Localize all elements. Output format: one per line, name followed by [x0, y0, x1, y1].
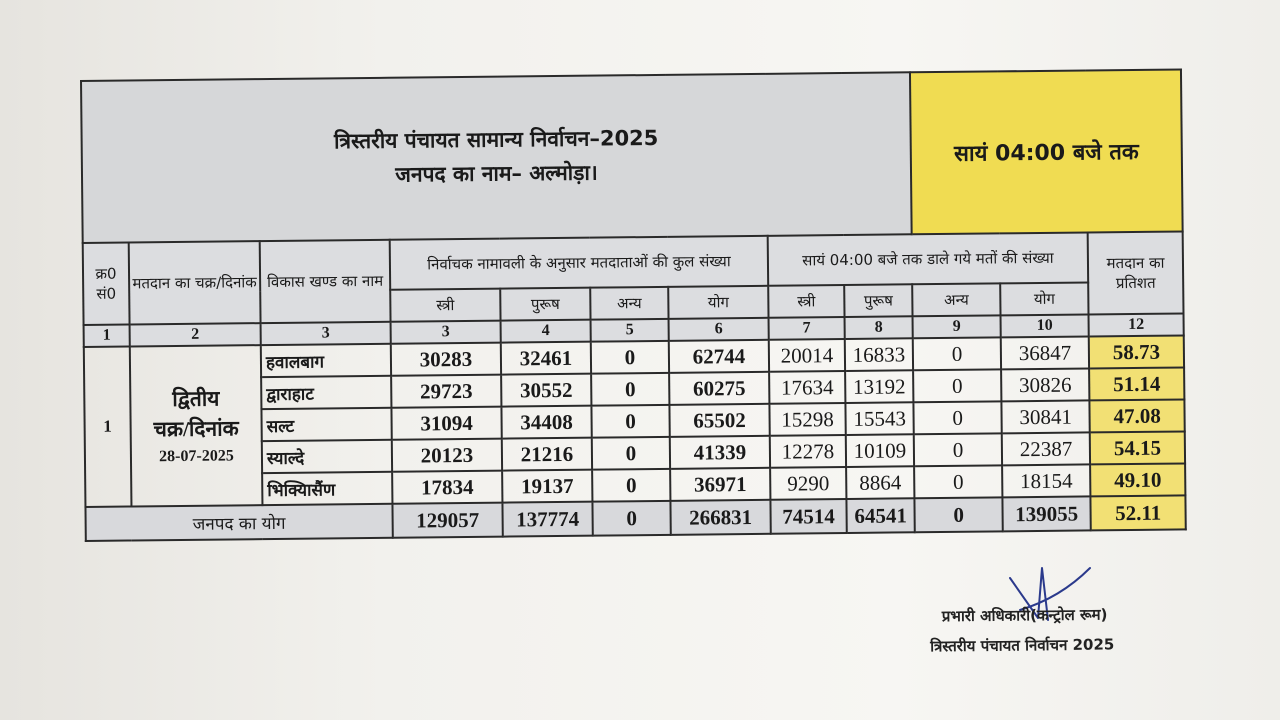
block-name: सल्ट — [261, 408, 391, 441]
column-number: 12 — [1089, 313, 1184, 336]
votes-female: 9290 — [770, 467, 846, 500]
votes-total: 30841 — [1001, 400, 1089, 433]
votes-male: 10109 — [846, 434, 914, 467]
phase-label: चक्र/दिनांक — [153, 416, 239, 442]
column-number: 7 — [769, 317, 845, 340]
turnout-percentage: 54.15 — [1090, 431, 1185, 464]
electorate-other: 0 — [591, 341, 669, 374]
turnout-percentage: 49.10 — [1090, 463, 1185, 496]
block-name: हवालबाग — [261, 344, 391, 377]
header-electorate-female: स्त्री — [390, 289, 500, 322]
turnout-table — [80, 68, 1187, 542]
block-name: भिक्यिासैंण — [262, 472, 392, 505]
column-number: 2 — [130, 323, 261, 346]
column-number: 4 — [501, 320, 591, 343]
electorate-other: 0 — [591, 405, 669, 438]
phase-date-cell — [130, 345, 263, 506]
total-votes-female: 74514 — [770, 499, 846, 534]
column-number: 6 — [669, 318, 769, 341]
serial-number: 1 — [84, 346, 132, 506]
votes-other: 0 — [913, 369, 1001, 402]
turnout-percentage: 58.73 — [1089, 335, 1184, 368]
votes-male: 16833 — [845, 338, 913, 371]
votes-total: 36847 — [1001, 336, 1089, 369]
votes-other: 0 — [914, 465, 1002, 498]
column-number: 3 — [261, 322, 391, 345]
votes-male: 8864 — [846, 466, 914, 499]
title-line-1: त्रिस्तरीय पंचायत सामान्य निर्वाचन–2025 — [333, 126, 659, 154]
title-line-2: जनपद का नाम– अल्मोड़ा। — [395, 160, 598, 187]
header-percentage: मतदान का प्रतिशत — [1088, 231, 1184, 314]
column-number: 3 — [391, 321, 501, 344]
district-total-label: जनपद का योग — [85, 504, 392, 541]
total-votes-total: 139055 — [1002, 496, 1090, 531]
column-number: 9 — [913, 315, 1001, 338]
header-votes-male: पुरूष — [844, 284, 912, 317]
header-votes-other: अन्य — [912, 283, 1000, 316]
electorate-male: 32461 — [501, 342, 591, 375]
report-title — [81, 72, 912, 243]
votes-female: 12278 — [770, 435, 846, 468]
office-name: त्रिस्तरीय पंचायत निर्वाचन 2025 — [930, 635, 1115, 656]
column-number: 8 — [845, 316, 913, 339]
header-electorate-group: निर्वाचक नामावली के अनुसार मतदाताओं की कुल संख्या — [390, 236, 769, 290]
turnout-percentage: 47.08 — [1089, 399, 1184, 432]
votes-male: 13192 — [845, 370, 913, 403]
electorate-total: 41339 — [670, 436, 770, 469]
header-block-name: विकास खण्ड का नाम — [260, 240, 391, 323]
votes-total: 22387 — [1002, 432, 1090, 465]
header-serial: क्र0 सं0 — [83, 242, 130, 324]
electorate-total: 60275 — [669, 372, 769, 405]
votes-total: 18154 — [1002, 464, 1090, 497]
electorate-female: 31094 — [391, 407, 501, 440]
electorate-total: 65502 — [669, 404, 769, 437]
turnout-percentage: 51.14 — [1089, 367, 1184, 400]
officer-title: प्रभारी अधिकारी(कन्ट्रोल रूम) — [941, 605, 1108, 626]
total-votes-male: 64541 — [846, 498, 914, 533]
electorate-female: 20123 — [392, 439, 502, 472]
total-turnout-percentage: 52.11 — [1090, 495, 1185, 530]
header-votes-total: योग — [1000, 282, 1088, 315]
votes-female: 17634 — [769, 371, 845, 404]
total-electorate-male: 137774 — [502, 502, 592, 537]
signature-block — [930, 599, 1191, 662]
votes-other: 0 — [913, 401, 1001, 434]
block-name: स्याल्दे — [262, 440, 392, 473]
electorate-male: 19137 — [502, 470, 592, 503]
electorate-female: 29723 — [391, 375, 501, 408]
total-electorate-total: 266831 — [670, 500, 770, 535]
header-electorate-male: पुरूष — [500, 288, 590, 321]
electorate-male: 30552 — [501, 374, 591, 407]
header-electorate-total: योग — [668, 286, 768, 319]
electorate-male: 21216 — [502, 438, 592, 471]
votes-female: 15298 — [769, 403, 845, 436]
total-electorate-other: 0 — [592, 501, 670, 536]
electorate-female: 17834 — [392, 471, 502, 504]
header-votes-female: स्त्री — [768, 285, 844, 318]
poll-date: 28-07-2025 — [159, 447, 234, 466]
block-name: द्वाराहाट — [261, 376, 391, 409]
votes-male: 15543 — [845, 402, 913, 435]
total-votes-other: 0 — [915, 497, 1003, 532]
electorate-other: 0 — [592, 469, 670, 502]
header-votes-group: सायं 04:00 बजे तक डाले गये मतों की संख्या — [768, 232, 1089, 285]
column-number: 5 — [591, 319, 669, 342]
votes-other: 0 — [914, 433, 1002, 466]
total-electorate-female: 129057 — [392, 503, 502, 538]
voter-turnout-report — [80, 68, 1185, 579]
electorate-total: 36971 — [670, 468, 770, 501]
electorate-total: 62744 — [669, 340, 769, 373]
electorate-other: 0 — [591, 373, 669, 406]
header-phase-date: मतदान का चक्र/दिनांक — [129, 241, 261, 324]
electorate-female: 30283 — [391, 343, 501, 376]
electorate-other: 0 — [592, 437, 670, 470]
phase-name: द्वितीय — [172, 386, 220, 412]
time-label: सायं 04:00 बजे तक — [910, 69, 1183, 234]
column-number: 10 — [1001, 314, 1089, 337]
electorate-male: 34408 — [501, 406, 591, 439]
votes-total: 30826 — [1001, 368, 1089, 401]
column-number: 1 — [84, 324, 130, 346]
votes-other: 0 — [913, 337, 1001, 370]
votes-female: 20014 — [769, 339, 845, 372]
header-electorate-other: अन्य — [590, 287, 668, 320]
